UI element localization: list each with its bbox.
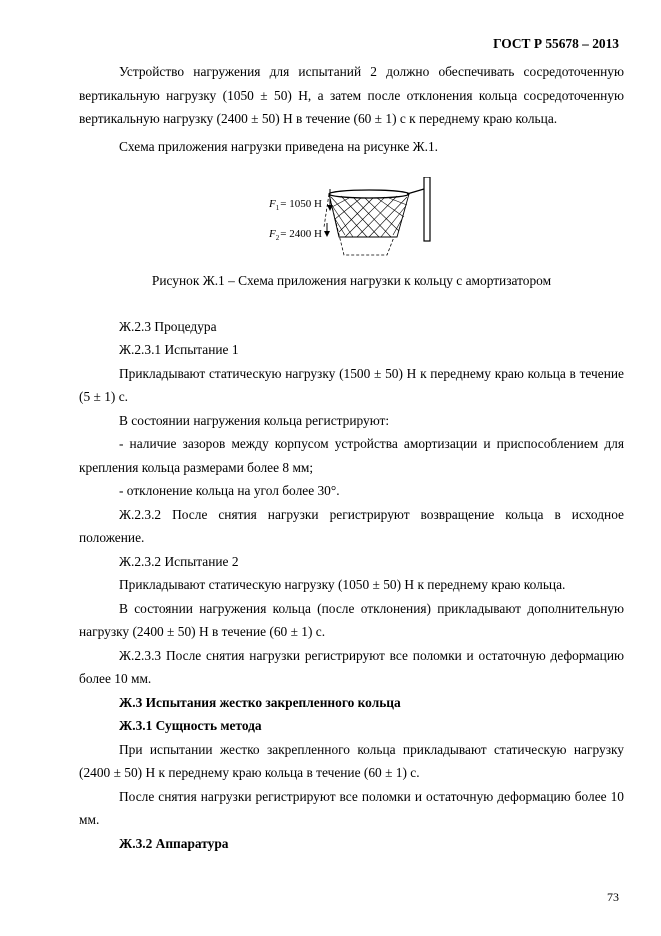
page-content: [79, 60, 624, 855]
paragraph: Устройство нагружения для испытаний 2 должно обеспечивать сосредоточенную вертикальную нагрузку (1050 ± 50) Н, а затем после отклонения кольца сосредоточенную вертикальную нагрузку (2400 ± 50) Н в течение (60 ± 1) с к переднему краю кольца.: [79, 64, 624, 126]
paragraph: Схема приложения нагрузки приведена на рисунке Ж.1.: [119, 138, 439, 154]
support-arm: [407, 189, 424, 194]
paragraph: При испытании жестко закрепленного кольца прикладывают статическую нагрузку (2400 ± 50) Н к переднему краю кольца в течение (60 ± 1) с.: [79, 741, 624, 780]
paragraph: Ж.2.3.2 После снятия нагрузки регистрируют возвращение кольца в исходное положение.: [79, 506, 624, 545]
hoop-load-diagram: [269, 177, 449, 263]
arrowhead-f2-icon: [324, 231, 330, 237]
f1-label: $F_1= 1050$ Н: [269, 198, 322, 212]
hoop-rim: [329, 190, 409, 198]
subsection-heading: Ж.2.3.2 Испытание 2: [119, 553, 239, 569]
backboard-post: [424, 177, 430, 241]
figure-load-scheme: [79, 177, 624, 263]
paragraph: Прикладывают статическую нагрузку (1050 ± 50) Н к переднему краю кольца.: [119, 577, 566, 592]
subsection-heading: Ж.3.1 Сущность метода: [119, 718, 262, 733]
document-header: ГОСТ Р 55678 – 2013: [493, 36, 619, 51]
paragraph: В состоянии нагружения кольца регистрируют:: [119, 412, 390, 428]
page-number: 73: [607, 890, 619, 904]
section-heading: Ж.3 Испытания жестко закрепленного кольца: [119, 694, 401, 710]
net-mesh: [331, 196, 407, 237]
paragraph: После снятия нагрузки регистрируют все поломки и остаточную деформацию более 10 мм.: [79, 788, 624, 827]
section-heading: Ж.2.3 Процедура: [119, 318, 217, 334]
subsection-heading: Ж.2.3.1 Испытание 1: [119, 342, 239, 357]
list-item: - наличие зазоров между корпусом устройства амортизации и приспособлением для крепления кольца размерами более 8 мм;: [79, 436, 624, 475]
paragraph: Ж.2.3.3 После снятия нагрузки регистрируют все поломки и остаточную деформацию более 10 мм.: [79, 647, 624, 686]
net-outline: [329, 194, 409, 237]
figure-caption: Рисунок Ж.1 – Схема приложения нагрузки к кольцу с амортизатором: [151, 273, 552, 288]
subsection-heading: Ж.3.2 Аппаратура: [119, 835, 229, 851]
list-item: - отклонение кольца на угол более 30°.: [119, 483, 340, 498]
paragraph: В состоянии нагружения кольца (после отклонения) прикладывают дополнительную нагрузку (2400 ± 50) Н в течение (60 ± 1) с.: [79, 600, 624, 639]
f2-label: $F_2= 2400$ Н: [269, 228, 322, 242]
deflection-line: [324, 194, 329, 227]
paragraph: Прикладывают статическую нагрузку (1500 ± 50) Н к переднему краю кольца в течение (5 ± 1) с.: [79, 365, 624, 404]
